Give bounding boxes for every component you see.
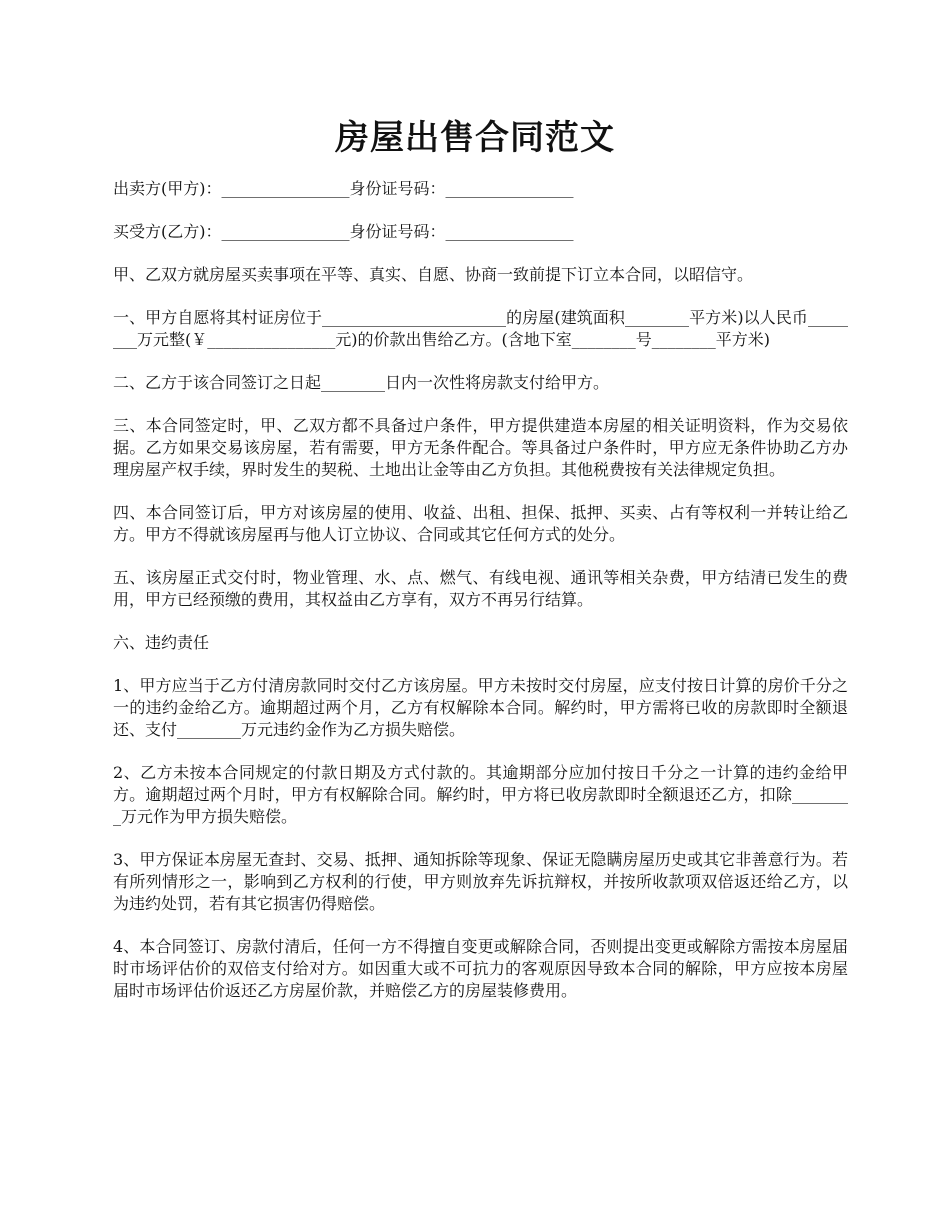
clause-2-paragraph: 二、乙方于该合同签订之日起________日内一次性将房款支付给甲方。: [113, 373, 610, 392]
breach-item-1: 1、甲方应当于乙方付清房款同时交付乙方该房屋。甲方未按时交付房屋，应支付按日计算的房价千分之一的违约金给乙方。逾期超过两个月，乙方有权解除本合同。解约时，甲方需将已收的房款即时全额退还、支付________万元违约金作为乙方损失赔偿。: [113, 676, 848, 739]
document-body: [113, 178, 848, 1023]
preamble-paragraph: 甲、乙双方就房屋买卖事项在平等、真实、自愿、协商一致前提下订立本合同，以昭信守。: [113, 265, 754, 284]
breach-item-3: 3、甲方保证本房屋无查封、交易、抵押、通知拆除等现象、保证无隐瞒房屋历史或其它非善意行为。若有所列情形之一，影响到乙方权利的行使，甲方则放弃先诉抗辩权，并按所收款项双倍返还给乙方，以为违约处罚，若有其它损害仍得赔偿。: [113, 850, 848, 913]
seller-line: 出卖方(甲方)：________________身份证号码：________________: [113, 179, 574, 198]
clause-3-paragraph: 三、本合同签定时，甲、乙双方都不具备过户条件，甲方提供建造本房屋的相关证明资料，作为交易依据。乙方如果交易该房屋，若有需要，甲方无条件配合。等具备过户条件时，甲方应无条件协助乙方办理房屋产权手续，界时发生的契税、土地出让金等由乙方负担。其他税费按有关法律规定负担。: [113, 416, 848, 479]
breach-item-4: 4、本合同签订、房款付清后，任何一方不得擅自变更或解除合同，否则提出变更或解除方需按本房屋届时市场评估价的双倍支付给对方。如因重大或不可抗力的客观原因导致本合同的解除，甲方应按本房屋届时市场评估价返还乙方房屋价款，并赔偿乙方的房屋装修费用。: [113, 937, 848, 1000]
breach-item-2: 2、乙方未按本合同规定的付款日期及方式付款的。其逾期部分应加付按日千分之一计算的违约金给甲方。逾期超过两个月时，甲方有权解除合同。解约时，甲方将已收房款即时全额退还乙方，扣除________万元作为甲方损失赔偿。: [113, 763, 848, 826]
breach-heading: 六、违约责任: [113, 633, 210, 652]
buyer-line: 买受方(乙方)：________________身份证号码：________________: [113, 222, 574, 241]
clause-1-paragraph: 一、甲方自愿将其村证房位于_______________________的房屋(建筑面积________平方米)以人民币________万元整(￥________________元)的价款出售给乙方。(含地下室________号________平方米): [113, 308, 848, 349]
document-title: 房屋出售合同范文: [335, 118, 615, 158]
clause-5-paragraph: 五、该房屋正式交付时，物业管理、水、点、燃气、有线电视、通讯等相关杂费，甲方结清已发生的费用，甲方已经预缴的费用，其权益由乙方享有，双方不再另行结算。: [113, 568, 848, 609]
clause-4-paragraph: 四、本合同签订后，甲方对该房屋的使用、收益、出租、担保、抵押、买卖、占有等权利一并转让给乙方。甲方不得就该房屋再与他人订立协议、合同或其它任何方式的处分。: [113, 503, 848, 544]
